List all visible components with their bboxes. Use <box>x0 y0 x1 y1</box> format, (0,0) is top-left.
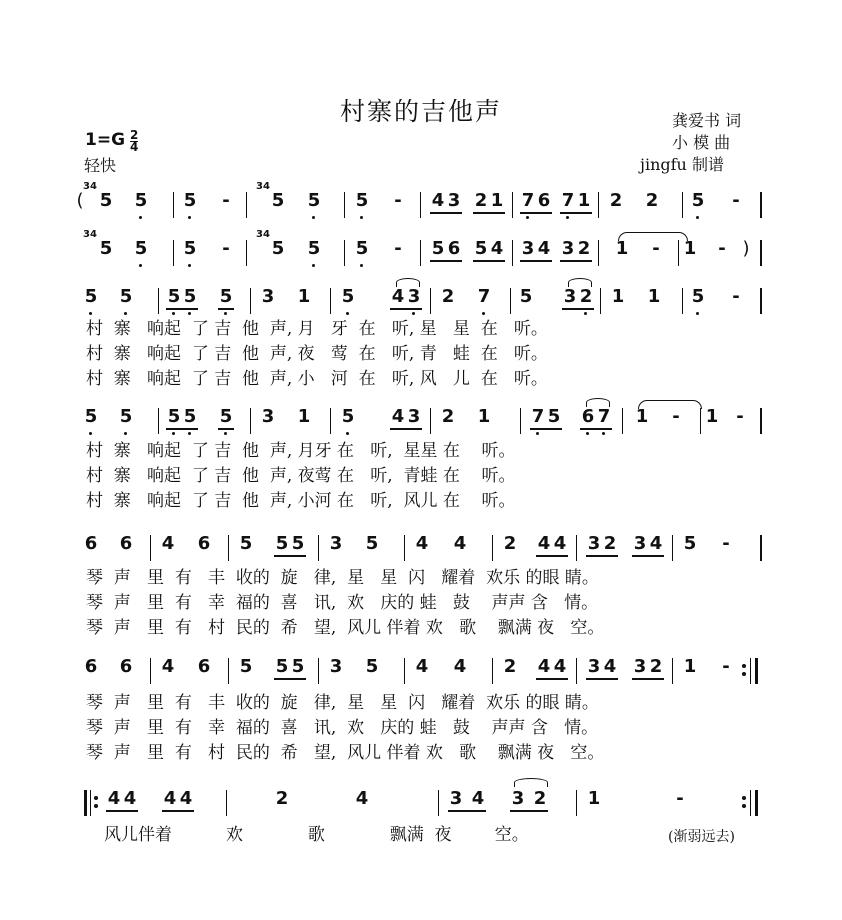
note: 4 <box>107 788 121 809</box>
dash: - <box>676 788 684 809</box>
beam <box>390 428 422 430</box>
note: 4 <box>553 656 567 677</box>
note: 5 <box>167 406 181 427</box>
note: 5 <box>119 286 133 307</box>
barline <box>246 192 247 218</box>
note: 5 <box>691 286 705 307</box>
note: 3 <box>447 190 461 211</box>
note: 4 <box>415 533 429 554</box>
staff-row-1 <box>76 181 768 218</box>
note: 5 <box>84 286 98 307</box>
grace-note: 34 <box>83 181 97 192</box>
note: 7 <box>521 190 535 211</box>
dash: - <box>718 238 726 259</box>
beam <box>162 810 194 812</box>
dash: - <box>222 190 230 211</box>
barline <box>250 288 251 314</box>
note: 4 <box>163 788 177 809</box>
lyric-line: 村 寨 响起 了 吉 他 声, 月牙 在 听, 星星 在 听。 <box>86 441 516 461</box>
note: 5 <box>275 656 289 677</box>
barline <box>330 408 331 434</box>
barline <box>228 658 229 684</box>
barline <box>755 658 758 684</box>
dash: - <box>652 238 660 259</box>
barline <box>420 192 421 218</box>
barline <box>678 240 679 266</box>
barline <box>430 288 431 314</box>
note: 1 <box>490 190 504 211</box>
note: 1 <box>297 286 311 307</box>
staff-row-7 <box>78 788 768 816</box>
note: 5 <box>134 190 148 211</box>
beam <box>448 810 486 812</box>
note: 5 <box>271 190 285 211</box>
barline <box>682 192 683 218</box>
staff-row-2 <box>78 229 768 266</box>
note: 2 <box>275 788 289 809</box>
note: 5 <box>99 190 113 211</box>
note: 4 <box>553 533 567 554</box>
note: 3 <box>329 533 343 554</box>
barline <box>512 240 513 266</box>
note: 4 <box>161 533 175 554</box>
note: 6 <box>84 533 98 554</box>
beam <box>580 428 612 430</box>
note: 5 <box>355 190 369 211</box>
open-paren: ( <box>76 190 84 211</box>
beam <box>586 555 618 557</box>
lyrics-block-1 <box>86 318 548 390</box>
note: 5 <box>365 656 379 677</box>
note: 5 <box>431 238 445 259</box>
barline <box>700 408 701 434</box>
barline <box>672 658 673 684</box>
barline <box>344 240 345 266</box>
beam <box>510 810 548 812</box>
barline <box>750 790 751 816</box>
lyric-line: 琴 声 里 有 幸 福的 喜 讯, 欢 庆的 蛙 鼓 声声 含 情。 <box>86 593 599 613</box>
note: 2 <box>603 533 617 554</box>
note: 5 <box>365 533 379 554</box>
dash: - <box>736 406 744 427</box>
note: 3 <box>633 656 647 677</box>
note: 1 <box>683 656 697 677</box>
note: 4 <box>537 533 551 554</box>
note: 5 <box>239 533 253 554</box>
barline <box>760 240 762 266</box>
repeat-dots <box>742 662 746 676</box>
note: 5 <box>474 238 488 259</box>
beam <box>530 428 562 430</box>
barline <box>672 535 673 561</box>
note: 6 <box>447 238 461 259</box>
barline <box>330 288 331 314</box>
note: 6 <box>581 406 595 427</box>
lyrics-block-5 <box>104 824 529 846</box>
lyrics-block-3 <box>86 567 604 639</box>
note: 3 <box>329 656 343 677</box>
note: 5 <box>134 238 148 259</box>
barline <box>760 288 762 314</box>
barline <box>598 192 599 218</box>
note: 3 <box>261 286 275 307</box>
note: 7 <box>477 286 491 307</box>
staff-row-4 <box>78 406 768 434</box>
beam <box>430 212 462 214</box>
lyric-line: 村 寨 响起 了 吉 他 声, 夜 莺 在 听, 青 蛙 在 听。 <box>86 344 548 364</box>
barline <box>246 240 247 266</box>
note: 2 <box>441 286 455 307</box>
note: 1 <box>587 788 601 809</box>
credits <box>640 110 741 176</box>
beam <box>274 678 306 680</box>
barline <box>404 658 405 684</box>
note: 3 <box>633 533 647 554</box>
note: 2 <box>645 190 659 211</box>
note: 6 <box>84 656 98 677</box>
note: 5 <box>183 238 197 259</box>
note: 5 <box>519 286 533 307</box>
note: 2 <box>474 190 488 211</box>
note: 1 <box>615 238 629 259</box>
note: 2 <box>579 286 593 307</box>
beam <box>218 428 234 430</box>
tempo-marking: 轻快 <box>84 156 117 175</box>
lyric-line: 村 寨 响起 了 吉 他 声, 小 河 在 听, 风 儿 在 听。 <box>86 369 548 389</box>
beam <box>560 260 592 262</box>
beam <box>586 678 618 680</box>
composer-credit: 小 模 曲 <box>672 133 731 152</box>
note: 5 <box>275 533 289 554</box>
note: 4 <box>123 788 137 809</box>
lyric-line: 琴 声 里 有 幸 福的 喜 讯, 欢 庆的 蛙 鼓 声声 含 情。 <box>86 718 599 738</box>
note: 4 <box>431 190 445 211</box>
barline <box>150 535 151 561</box>
barline <box>598 240 599 266</box>
lyric-line: 村 寨 响起 了 吉 他 声, 小河 在 听, 风儿 在 听。 <box>86 491 516 511</box>
barline <box>600 288 601 314</box>
dash: - <box>672 406 680 427</box>
barline <box>760 408 762 434</box>
note: 5 <box>84 406 98 427</box>
lyric-line: 村 寨 响起 了 吉 他 声, 夜莺 在 听, 青蛙 在 听。 <box>86 466 516 486</box>
barline <box>576 535 577 561</box>
dash: - <box>222 238 230 259</box>
barline <box>492 658 493 684</box>
note: 1 <box>683 238 697 259</box>
barline <box>158 288 159 314</box>
beam <box>632 555 664 557</box>
repeat-dots <box>742 794 746 808</box>
note: 5 <box>183 190 197 211</box>
beam <box>390 308 422 310</box>
beam <box>560 212 592 214</box>
note: 5 <box>183 406 197 427</box>
dash: - <box>732 286 740 307</box>
outro-marking: (渐弱远去) <box>668 829 735 845</box>
barline <box>84 790 87 816</box>
beam <box>632 678 664 680</box>
barline <box>318 658 319 684</box>
barline <box>226 790 227 816</box>
note: 5 <box>291 533 305 554</box>
note: 5 <box>291 656 305 677</box>
barline <box>510 288 511 314</box>
beam <box>536 555 568 557</box>
lyricist-credit: 龚爱书 词 <box>672 111 742 130</box>
beam <box>473 260 505 262</box>
meter-top: 2 <box>130 128 139 142</box>
note: 5 <box>307 190 321 211</box>
barline <box>344 192 345 218</box>
note: 2 <box>609 190 623 211</box>
note: 5 <box>167 286 181 307</box>
note: 5 <box>219 406 233 427</box>
time-signature <box>130 130 138 153</box>
staff-row-5 <box>78 533 768 561</box>
staff-row-3 <box>78 286 768 314</box>
barline <box>430 408 431 434</box>
note: 7 <box>561 190 575 211</box>
barline <box>622 408 623 434</box>
key-signature: 1=G <box>85 130 126 150</box>
grace-note: 34 <box>256 181 270 192</box>
note: 2 <box>503 656 517 677</box>
note: 4 <box>649 533 663 554</box>
barline <box>512 192 513 218</box>
beam <box>520 260 552 262</box>
beam <box>106 810 138 812</box>
lyric-line: 风儿伴着 欢 歌 飘满 夜 空。 <box>104 825 529 845</box>
barline <box>90 790 91 816</box>
beam <box>473 212 505 214</box>
note: 6 <box>119 533 133 554</box>
note: 6 <box>197 656 211 677</box>
note: 4 <box>537 656 551 677</box>
barline <box>760 535 762 561</box>
note: 5 <box>547 406 561 427</box>
close-paren: ) <box>742 238 750 259</box>
note: 4 <box>391 406 405 427</box>
note: 2 <box>533 788 547 809</box>
note: 5 <box>341 406 355 427</box>
note: 3 <box>261 406 275 427</box>
beam <box>536 678 568 680</box>
note: 4 <box>161 656 175 677</box>
barline <box>228 535 229 561</box>
slur <box>514 778 548 787</box>
note: 4 <box>355 788 369 809</box>
dash: - <box>722 656 730 677</box>
note: 1 <box>577 190 591 211</box>
note: 2 <box>649 656 663 677</box>
note: 5 <box>183 286 197 307</box>
note: 4 <box>179 788 193 809</box>
lyrics-block-4 <box>86 692 604 764</box>
note: 7 <box>597 406 611 427</box>
beam <box>166 428 198 430</box>
notation-credit: jingfu 制谱 <box>640 155 724 174</box>
barline <box>755 790 758 816</box>
note: 4 <box>453 533 467 554</box>
note: 1 <box>635 406 649 427</box>
grace-note: 34 <box>83 229 97 240</box>
note: 3 <box>521 238 535 259</box>
barline <box>520 408 521 434</box>
note: 6 <box>197 533 211 554</box>
beam <box>562 308 594 310</box>
lyric-line: 琴 声 里 有 村 民的 希 望, 风儿 伴着 欢 歌 飘满 夜 空。 <box>86 618 605 638</box>
note: 4 <box>453 656 467 677</box>
barline <box>576 658 577 684</box>
note: 4 <box>537 238 551 259</box>
note: 1 <box>611 286 625 307</box>
barline <box>420 240 421 266</box>
note: 6 <box>537 190 551 211</box>
note: 4 <box>415 656 429 677</box>
dash: - <box>394 190 402 211</box>
barline <box>173 192 174 218</box>
barline <box>438 790 439 816</box>
note: 2 <box>503 533 517 554</box>
song-title: 村寨的吉他声 <box>339 97 502 126</box>
note: 3 <box>407 406 421 427</box>
barline <box>682 288 683 314</box>
barline <box>404 535 405 561</box>
beam <box>520 212 552 214</box>
note: 7 <box>531 406 545 427</box>
barline <box>760 192 762 218</box>
repeat-dots <box>94 794 98 808</box>
lyric-line: 琴 声 里 有 丰 收的 旋 律, 星 星 闪 耀着 欢乐 的眼 睛。 <box>86 568 599 588</box>
note: 5 <box>219 286 233 307</box>
note: 2 <box>441 406 455 427</box>
barline <box>158 408 159 434</box>
note: 3 <box>587 656 601 677</box>
lyric-line: 琴 声 里 有 丰 收的 旋 律, 星 星 闪 耀着 欢乐 的眼 睛。 <box>86 693 599 713</box>
note: 1 <box>297 406 311 427</box>
note: 4 <box>603 656 617 677</box>
note: 3 <box>587 533 601 554</box>
barline <box>250 408 251 434</box>
note: 5 <box>99 238 113 259</box>
note: 3 <box>561 238 575 259</box>
meter-bottom: 4 <box>130 140 139 154</box>
staff-row-6 <box>78 656 768 684</box>
note: 1 <box>705 406 719 427</box>
note: 5 <box>355 238 369 259</box>
barline <box>150 658 151 684</box>
barline <box>318 535 319 561</box>
dash: - <box>732 190 740 211</box>
barline <box>492 535 493 561</box>
beam <box>166 308 198 310</box>
grace-note: 34 <box>256 229 270 240</box>
lyric-line: 村 寨 响起 了 吉 他 声, 月 牙 在 听, 星 星 在 听。 <box>86 319 548 339</box>
dash: - <box>394 238 402 259</box>
note: 4 <box>471 788 485 809</box>
beam <box>430 260 462 262</box>
note: 3 <box>563 286 577 307</box>
dash: - <box>722 533 730 554</box>
note: 5 <box>691 190 705 211</box>
note: 5 <box>341 286 355 307</box>
note: 3 <box>511 788 525 809</box>
lyrics-block-2 <box>86 440 516 512</box>
note: 4 <box>490 238 504 259</box>
beam <box>274 555 306 557</box>
note: 3 <box>407 286 421 307</box>
lyric-line: 琴 声 里 有 村 民的 希 望, 风儿 伴着 欢 歌 飘满 夜 空。 <box>86 743 605 763</box>
barline <box>576 790 577 816</box>
note: 5 <box>239 656 253 677</box>
note: 5 <box>307 238 321 259</box>
barline <box>750 658 751 684</box>
note: 1 <box>477 406 491 427</box>
beam <box>218 308 234 310</box>
note: 4 <box>391 286 405 307</box>
note: 5 <box>119 406 133 427</box>
note: 3 <box>449 788 463 809</box>
note: 5 <box>271 238 285 259</box>
note: 5 <box>683 533 697 554</box>
note: 1 <box>647 286 661 307</box>
note: 2 <box>577 238 591 259</box>
note: 6 <box>119 656 133 677</box>
barline <box>173 240 174 266</box>
